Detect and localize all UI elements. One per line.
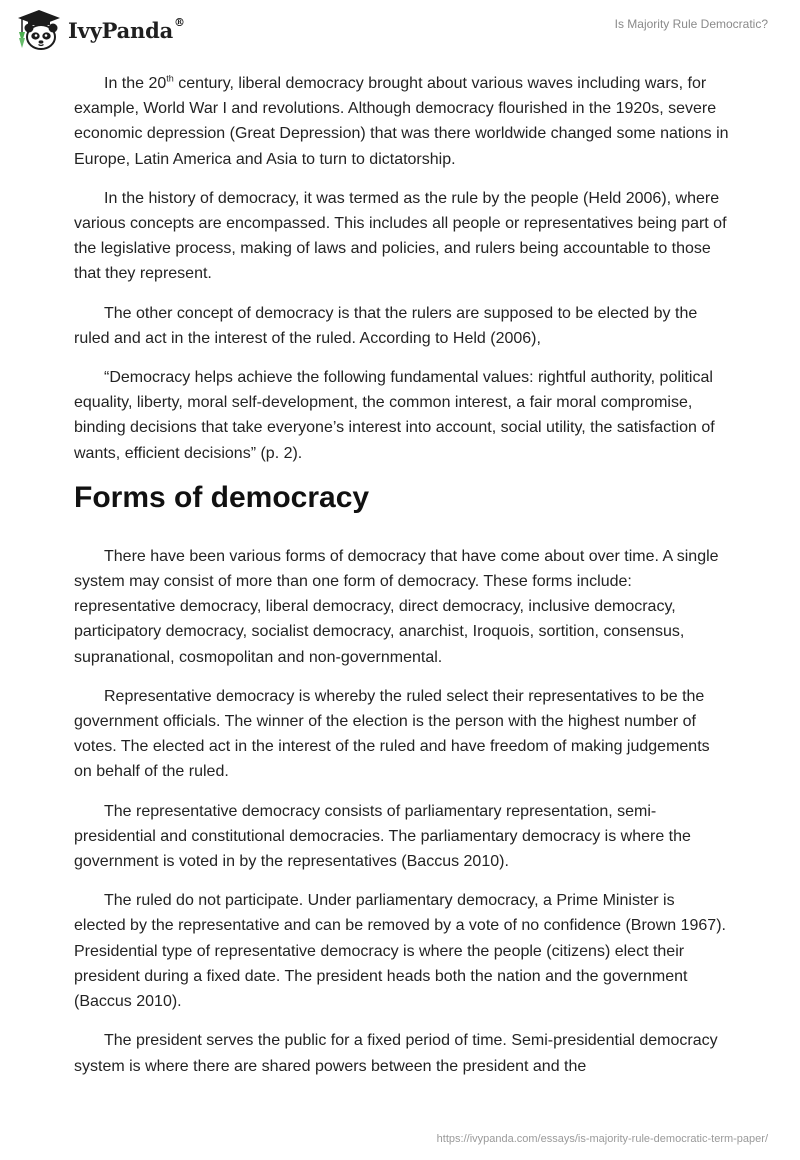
source-url[interactable]: https://ivypanda.com/essays/is-majority-rule-democratic-term-paper/ — [436, 1133, 768, 1145]
paragraph-1-text-a: In the 20 — [104, 75, 167, 92]
page-header — [0, 0, 800, 70]
ordinal-superscript: th — [166, 73, 174, 84]
panda-graduate-icon — [14, 8, 64, 52]
paragraph-8: The ruled do not participate. Under parliamentary democracy, a Prime Minister is elected by the representative and can be removed by a vote of no confidence (Brown 1967). Presidential type of representative democracy is where the people (citizens) elect their president during a fixed date. The president heads both the nation and the government (Baccus 2010). — [74, 892, 726, 1011]
paragraph-1 — [74, 71, 730, 172]
quote-paragraph: “Democracy helps achieve the following fundamental values: rightful authority, political equality, liberty, moral self-development, the common interest, a fair moral compromise, binding decisions that take everyone’s interest into account, social utility, the satisfaction of wants, efficient decisions” (p. 2). — [74, 369, 715, 462]
paragraph-9: The president serves the public for a fixed period of time. Semi-presidential democracy system is where there are shared powers between the president and the — [74, 1032, 718, 1075]
registered-mark: ® — [174, 15, 185, 29]
paragraph-6: Representative democracy is whereby the ruled select their representatives to be the government officials. The winner of the election is the person with the highest number of votes. The elected act in the interest of the ruled and have freedom of making judgements on behalf of the ruled. — [74, 687, 710, 781]
paragraph-1-text-b: century, liberal democracy brought about various waves including wars, for example, World War I and revolutions. Although democracy flourished in the 1920s, severe economic depression (Great Depression) that was there worldwide changed some nations in Europe, Latin America and Asia to turn to dictatorship. — [74, 75, 729, 168]
ivypanda-logo[interactable] — [14, 8, 185, 52]
document-title: Is Majority Rule Democratic? — [614, 17, 768, 31]
article-body — [74, 71, 730, 1093]
section-heading: Forms of democracy — [74, 480, 370, 514]
paragraph-3: The other concept of democracy is that the rulers are supposed to be elected by the ruled and act in the interest of the ruled. According to Held (2006), — [74, 304, 698, 347]
logo-wordmark — [68, 15, 185, 43]
logo-text: IvyPanda — [68, 17, 174, 43]
paragraph-5: There have been various forms of democracy that have come about over time. A single system may consist of more than one form of democracy. These forms include: representative democracy, liberal democracy, direct democracy, inclusive democracy, participatory democracy, socialist democracy, anarchist, Iroquois, sortition, consensus, supranational, cosmopolitan and non-governmental. — [74, 547, 719, 666]
paragraph-7: The representative democracy consists of parliamentary representation, semi-presidential and constitutional democracies. The parliamentary democracy is where the government is voted in by the representatives (Baccus 2010). — [74, 802, 691, 871]
paragraph-2: In the history of democracy, it was termed as the rule by the people (Held 2006), where various concepts are encompassed. This includes all people or representatives being part of the legislative process, making of laws and policies, and rulers being accountable to those that they represent. — [74, 189, 727, 283]
